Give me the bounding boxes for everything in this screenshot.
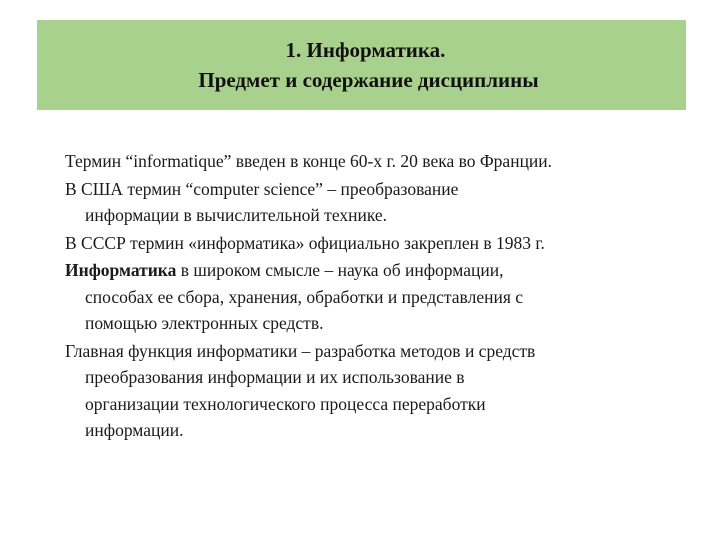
text-line <box>65 257 695 284</box>
slide-title: 1. Информатика. <box>285 38 446 62</box>
text-line: способах ее сбора, хранения, обработки и представления с <box>85 286 524 307</box>
paragraph-usa-term <box>65 176 695 229</box>
text-line: информации в вычислительной технике. <box>85 205 388 225</box>
paragraph-ussr-term <box>65 230 695 257</box>
definition-text: в широком смысле – наука об информации, <box>176 260 504 280</box>
text-line: преобразования информации и их использование в <box>85 367 465 387</box>
text-line: Термин “informatique” введен в конце 60-х г. 20 века во Франции. <box>65 151 553 171</box>
title-banner <box>37 20 686 110</box>
defined-term: Информатика <box>65 260 177 280</box>
text-line: В СССР термин «информатика» официально закреплен в 1983 г. <box>65 232 545 253</box>
text-line: организации технологического процесса переработки <box>85 393 486 414</box>
slide-body <box>65 148 695 445</box>
text-line: В США термин “computer science” – преобразование <box>65 178 459 199</box>
paragraph-definition <box>65 257 695 337</box>
slide-subtitle: Предмет и содержание дисциплины <box>198 68 539 92</box>
text-line: информации. <box>85 420 184 440</box>
paragraph-term-origin <box>65 148 695 175</box>
text-line: Главная функция информатики – разработка методов и средств <box>65 340 536 361</box>
text-line: помощью электронных средств. <box>85 313 324 333</box>
paragraph-main-function <box>65 338 695 444</box>
